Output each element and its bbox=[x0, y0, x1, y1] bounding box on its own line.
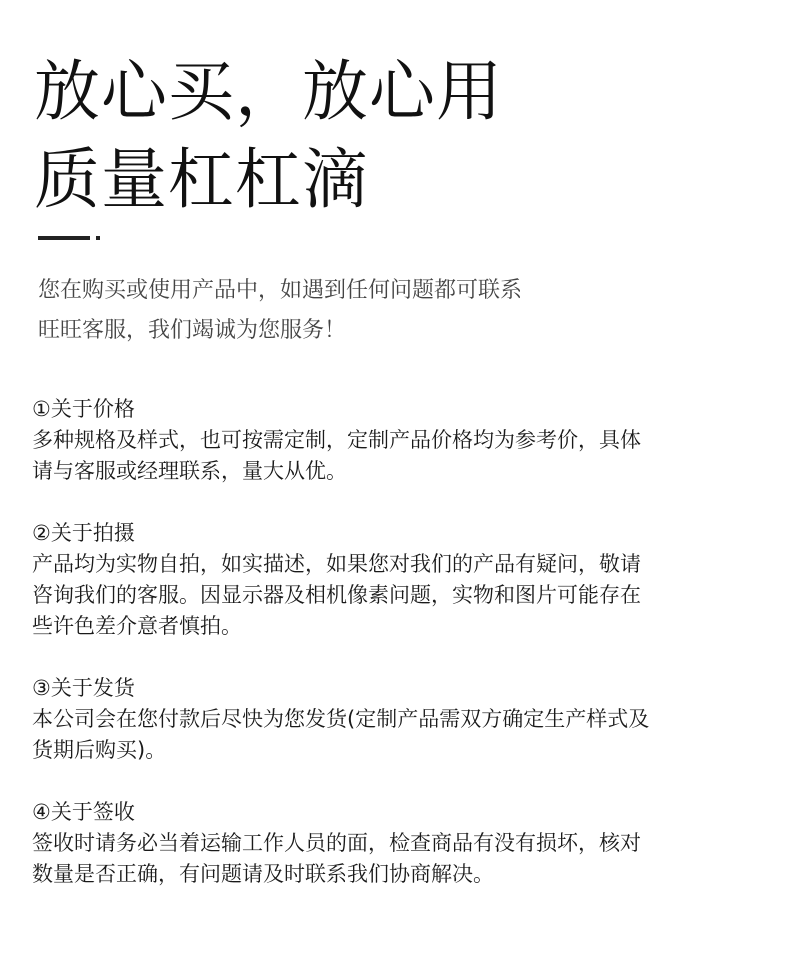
section-body-line: 咨询我们的客服。因显示器及相机像素问题，实物和图片可能存在 bbox=[32, 583, 641, 607]
intro-line-2: 旺旺客服，我们竭诚为您服务！ bbox=[38, 318, 347, 343]
section-body-line: 货期后购买)。 bbox=[32, 738, 167, 762]
notice-sections bbox=[32, 394, 752, 921]
section-title: ①关于价格 bbox=[32, 397, 135, 421]
headline bbox=[34, 48, 503, 224]
section-price bbox=[32, 394, 752, 487]
section-title: ②关于拍摄 bbox=[32, 521, 135, 545]
section-body-line: 本公司会在您付款后尽快为您发货(定制产品需双方确定生产样式及 bbox=[32, 707, 650, 731]
section-body bbox=[32, 704, 752, 766]
section-body-line: 数量是否正确，有问题请及时联系我们协商解决。 bbox=[32, 862, 494, 886]
section-body bbox=[32, 828, 752, 890]
divider-bar bbox=[38, 236, 90, 240]
divider-dot bbox=[96, 236, 100, 240]
section-body-line: 些许色差介意者慎拍。 bbox=[32, 614, 242, 638]
headline-line-2: 质量杠杠滴 bbox=[34, 141, 369, 218]
section-photography bbox=[32, 518, 752, 642]
section-shipping bbox=[32, 673, 752, 766]
section-body-line: 产品均为实物自拍，如实描述，如果您对我们的产品有疑问，敬请 bbox=[32, 552, 641, 576]
section-title: ③关于发货 bbox=[32, 676, 135, 700]
section-body bbox=[32, 425, 752, 487]
section-title: ④关于签收 bbox=[32, 800, 135, 824]
section-receipt bbox=[32, 797, 752, 890]
section-body bbox=[32, 549, 752, 642]
headline-line-1: 放心买，放心用 bbox=[34, 53, 503, 130]
intro-line-1: 您在购买或使用产品中，如遇到任何问题都可联系 bbox=[38, 278, 523, 303]
section-body-line: 签收时请务必当着运输工作人员的面，检查商品有没有损坏，核对 bbox=[32, 831, 641, 855]
intro-text bbox=[38, 271, 522, 351]
section-body-line: 多种规格及样式，也可按需定制，定制产品价格均为参考价，具体 bbox=[32, 428, 641, 452]
section-body-line: 请与客服或经理联系，量大从优。 bbox=[32, 459, 347, 483]
